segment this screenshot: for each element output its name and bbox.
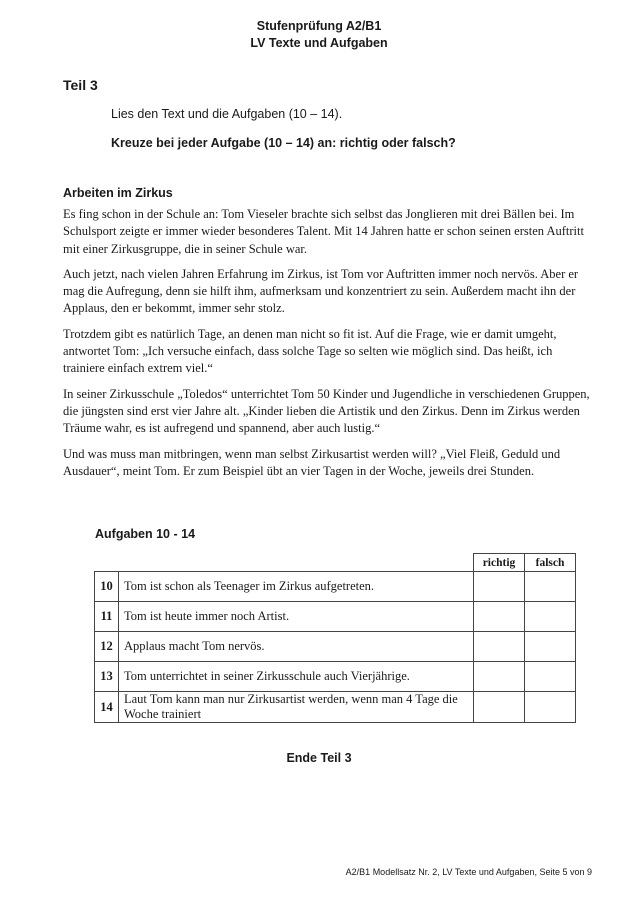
checkbox-falsch[interactable] bbox=[525, 662, 576, 692]
header-blank-cell bbox=[95, 554, 474, 572]
task-number: 10 bbox=[95, 572, 119, 602]
end-of-section: Ende Teil 3 bbox=[286, 751, 352, 765]
table-header-row bbox=[95, 554, 576, 572]
article-body bbox=[63, 206, 593, 488]
table-row bbox=[95, 572, 576, 602]
section-title: Teil 3 bbox=[63, 77, 98, 93]
document-header bbox=[0, 18, 638, 52]
table-row bbox=[95, 692, 576, 723]
task-number: 14 bbox=[95, 692, 119, 723]
checkbox-richtig[interactable] bbox=[474, 692, 525, 723]
tasks-title: Aufgaben 10 - 14 bbox=[95, 527, 196, 541]
checkbox-falsch[interactable] bbox=[525, 632, 576, 662]
task-statement: Tom ist schon als Teenager im Zirkus aufgetreten. bbox=[119, 572, 474, 602]
checkbox-richtig[interactable] bbox=[474, 662, 525, 692]
article-paragraph: Es fing schon in der Schule an: Tom Vieseler brachte sich selbst das Jonglieren mit drei Bällen bei. Im Schulsport zeigte er immer wieder besonderes Talent. Mit 14 Jahren hatte er schon seinen ersten Auftritt mit einer Zirkusgruppe, die in seiner Schule war. bbox=[63, 207, 584, 256]
table-row bbox=[95, 602, 576, 632]
header-subtitle: LV Texte und Aufgaben bbox=[250, 36, 388, 50]
task-number: 11 bbox=[95, 602, 119, 632]
article-paragraph: Auch jetzt, nach vielen Jahren Erfahrung im Zirkus, ist Tom vor Auftritten immer noch nervös. Aber er mag die Aufregung, denn sie hilft ihm, aufmerksam und konzentriert zu sein. Außerdem macht ihn der Applaus, den er bekommt, immer sehr stolz. bbox=[63, 266, 579, 316]
article-paragraph: Trotzdem gibt es natürlich Tage, an denen man nicht so fit ist. Auf die Frage, wie er damit umgeht, antwortet Tom: „Ich versuche einfach, dass solche Tage so selten wie möglich sind. Das heißt, ich trainiere einfach extrem viel.“ bbox=[63, 326, 557, 376]
task-statement: Tom unterrichtet in seiner Zirkusschule auch Vierjährige. bbox=[119, 662, 474, 692]
column-header-richtig: richtig bbox=[474, 554, 525, 572]
task-statement: Laut Tom kann man nur Zirkusartist werden, wenn man 4 Tage die Woche trainiert bbox=[119, 692, 474, 723]
article-title: Arbeiten im Zirkus bbox=[63, 186, 173, 200]
checkbox-richtig[interactable] bbox=[474, 602, 525, 632]
tasks-table bbox=[94, 553, 576, 723]
checkbox-falsch[interactable] bbox=[525, 572, 576, 602]
instruction-mark: Kreuze bei jeder Aufgabe (10 – 14) an: richtig oder falsch? bbox=[111, 136, 456, 150]
table-row bbox=[95, 632, 576, 662]
task-statement: Tom ist heute immer noch Artist. bbox=[119, 602, 474, 632]
column-header-falsch: falsch bbox=[525, 554, 576, 572]
table-row bbox=[95, 662, 576, 692]
article-paragraph: In seiner Zirkusschule „Toledos“ unterrichtet Tom 50 Kinder und Jugendliche in verschiedenen Gruppen, die jüngsten sind erst vier Jahre alt. „Kinder lieben die Artistik und den Zirkus. Denn im Zirkus werden Träume wahr, es ist aufregend und spannend, aber auch lustig.“ bbox=[63, 386, 590, 436]
task-statement: Applaus macht Tom nervös. bbox=[119, 632, 474, 662]
checkbox-falsch[interactable] bbox=[525, 692, 576, 723]
task-number: 13 bbox=[95, 662, 119, 692]
checkbox-richtig[interactable] bbox=[474, 632, 525, 662]
header-exam-title: Stufenprüfung A2/B1 bbox=[256, 19, 382, 33]
instruction-read: Lies den Text und die Aufgaben (10 – 14). bbox=[111, 107, 343, 121]
task-number: 12 bbox=[95, 632, 119, 662]
page-footer: A2/B1 Modellsatz Nr. 2, LV Texte und Aufgaben, Seite 5 von 9 bbox=[345, 867, 592, 877]
checkbox-falsch[interactable] bbox=[525, 602, 576, 632]
article-paragraph: Und was muss man mitbringen, wenn man selbst Zirkusartist werden will? „Viel Fleiß, Geduld und Ausdauer“, meint Tom. Er zum Beispiel übt an vier Tagen in der Woche, jeweils drei Stunden. bbox=[63, 446, 561, 478]
checkbox-richtig[interactable] bbox=[474, 572, 525, 602]
